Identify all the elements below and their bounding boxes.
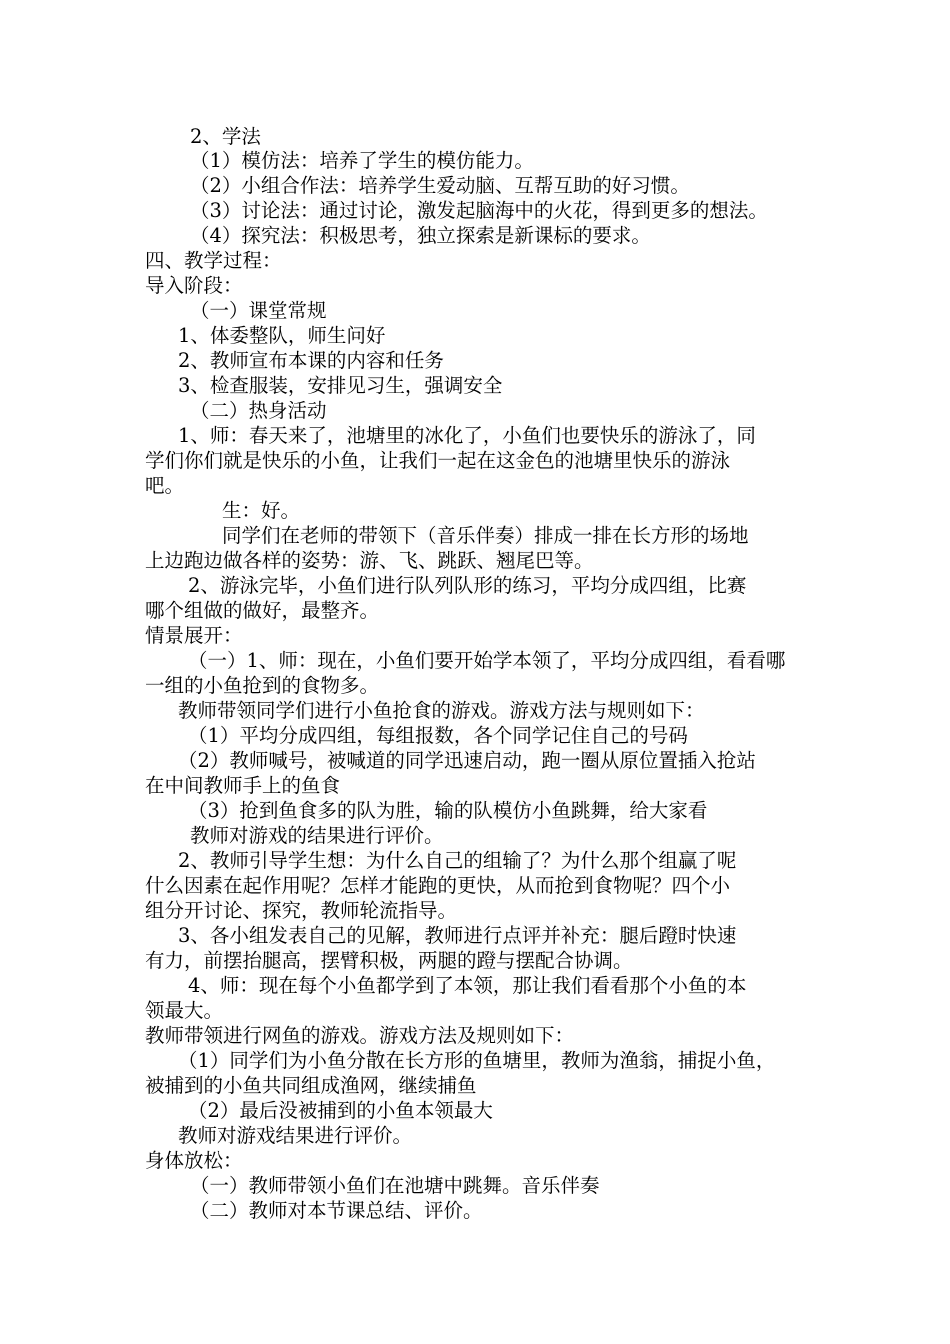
subheading-class-routine: （一）课堂常规: [190, 299, 327, 322]
stage-heading-introduction: 导入阶段：: [145, 274, 243, 297]
paragraph-line: 一组的小鱼抢到的食物多。: [145, 674, 380, 697]
paragraph-line: 3、各小组发表自己的见解，教师进行点评并补充：腿后蹬时快速: [178, 924, 737, 947]
paragraph-line: 教师对游戏的结果进行评价。: [190, 824, 444, 847]
list-item-exploration: （4）探究法：积极思考，独立探索是新课标的要求。: [190, 224, 651, 247]
paragraph-line: 2、游泳完毕，小鱼们进行队列队形的练习，平均分成四组，比赛: [188, 574, 747, 597]
paragraph-line: 上边跑边做各样的姿势：游、飞、跳跃、翘尾巴等。: [145, 549, 594, 572]
paragraph-line: （2）教师喊号，被喊道的同学迅速启动，跑一圈从原位置插入抢站: [178, 749, 756, 772]
paragraph-line: 生：好。: [222, 499, 301, 522]
paragraph-line: （2）最后没被捕到的小鱼本领最大: [188, 1099, 493, 1122]
paragraph-line: （1）平均分成四组，每组报数，各个同学记住自己的号码: [188, 724, 688, 747]
paragraph-line: 4、师：现在每个小鱼都学到了本领，那让我们看看那个小鱼的本: [188, 974, 747, 997]
stage-heading-relaxation: 身体放松：: [145, 1149, 243, 1172]
section-heading-teaching-process: 四、教学过程：: [145, 249, 282, 272]
paragraph-line: 教师带领进行网鱼的游戏。游戏方法及规则如下：: [145, 1024, 575, 1047]
paragraph-line: 1、师：春天来了，池塘里的冰化了，小鱼们也要快乐的游泳了，同: [178, 424, 756, 447]
paragraph-line: 教师带领同学们进行小鱼抢食的游戏。游戏方法与规则如下：: [178, 699, 705, 722]
list-item-discussion: （3）讨论法：通过讨论，激发起脑海中的火花，得到更多的想法。: [190, 199, 768, 222]
subheading-warm-up: （二）热身活动: [190, 399, 327, 422]
paragraph-line: 什么因素在起作用呢？怎样才能跑的更快，从而抢到食物呢？四个小: [145, 874, 731, 897]
paragraph-line: 1、体委整队，师生问好: [178, 324, 386, 347]
paragraph-line: 教师对游戏结果进行评价。: [178, 1124, 413, 1147]
paragraph-line: （二）教师对本节课总结、评价。: [190, 1199, 483, 1222]
paragraph-line: 领最大。: [145, 999, 224, 1022]
paragraph-line: （3）抢到鱼食多的队为胜，输的队模仿小鱼跳舞，给大家看: [188, 799, 708, 822]
paragraph-line: 组分开讨论、探究，教师轮流指导。: [145, 899, 458, 922]
paragraph-line: 学们你们就是快乐的小鱼，让我们一起在这金色的池塘里快乐的游泳: [145, 449, 731, 472]
paragraph-line: 2、教师宣布本课的内容和任务: [178, 349, 444, 372]
heading-study-method: 2、学法: [190, 125, 261, 148]
paragraph-line: 有力，前摆抬腿高，摆臂积极，两腿的蹬与摆配合协调。: [145, 949, 633, 972]
paragraph-line: 哪个组做的做好，最整齐。: [145, 599, 380, 622]
paragraph-line: 3、检查服装，安排见习生，强调安全: [178, 374, 503, 397]
paragraph-line: 被捕到的小鱼共同组成渔网，继续捕鱼: [145, 1074, 477, 1097]
paragraph-line: 在中间教师手上的鱼食: [145, 774, 341, 797]
stage-heading-scenario: 情景展开：: [145, 624, 243, 647]
paragraph-line: 2、教师引导学生想：为什么自己的组输了？为什么那个组赢了呢: [178, 849, 737, 872]
paragraph-line: 吧。: [145, 474, 185, 497]
paragraph-line: 同学们在老师的带领下（音乐伴奏）排成一排在长方形的场地: [222, 524, 749, 547]
paragraph-line: （一）教师带领小鱼们在池塘中跳舞。音乐伴奏: [190, 1174, 600, 1197]
paragraph-line: （一）1、师：现在，小鱼们要开始学本领了，平均分成四组，看看哪: [188, 649, 786, 672]
list-item-imitation: （1）模仿法：培养了学生的模仿能力。: [190, 149, 534, 172]
list-item-group-cooperation: （2）小组合作法：培养学生爱动脑、互帮互助的好习惯。: [190, 174, 690, 197]
paragraph-line: （1）同学们为小鱼分散在长方形的鱼塘里，教师为渔翁，捕捉小鱼，: [178, 1049, 776, 1072]
